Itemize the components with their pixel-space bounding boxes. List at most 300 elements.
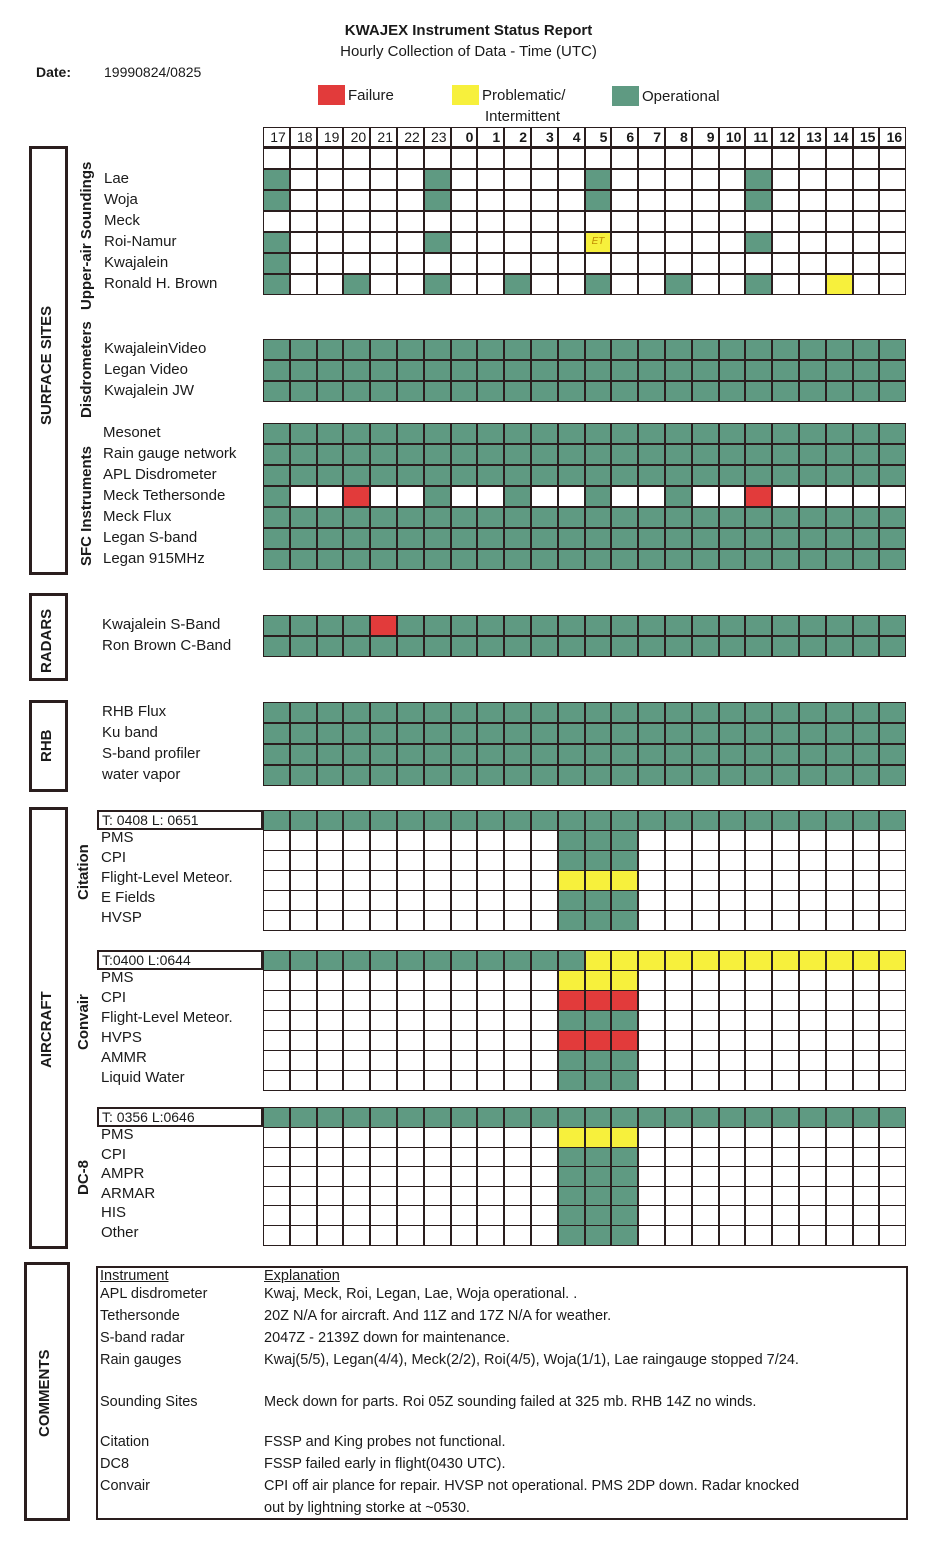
status-cell bbox=[531, 870, 558, 891]
status-cell bbox=[772, 444, 799, 465]
status-cell bbox=[719, 830, 746, 851]
status-cell bbox=[290, 1147, 317, 1168]
status-cell bbox=[531, 1166, 558, 1187]
status-cell bbox=[343, 211, 370, 232]
status-cell bbox=[504, 232, 531, 253]
status-cell bbox=[397, 615, 424, 636]
status-cell bbox=[745, 870, 772, 891]
status-cell bbox=[451, 702, 478, 723]
status-cell bbox=[585, 339, 612, 360]
status-cell bbox=[745, 830, 772, 851]
status-cell bbox=[772, 1186, 799, 1207]
comment-explanation: FSSP and King probes not functional. bbox=[264, 1434, 506, 1450]
status-cell bbox=[477, 190, 504, 211]
status-cell bbox=[451, 830, 478, 851]
comments-instrument-header: Instrument bbox=[100, 1268, 169, 1284]
status-cell bbox=[263, 444, 290, 465]
status-cell bbox=[397, 723, 424, 744]
status-cell bbox=[317, 232, 344, 253]
status-cell bbox=[370, 549, 397, 570]
status-cell bbox=[772, 702, 799, 723]
status-cell bbox=[477, 636, 504, 657]
status-cell bbox=[638, 1225, 665, 1246]
status-cell bbox=[585, 744, 612, 765]
status-cell bbox=[451, 190, 478, 211]
status-cell bbox=[611, 381, 638, 402]
status-cell bbox=[799, 990, 826, 1011]
status-cell bbox=[370, 870, 397, 891]
status-cell bbox=[879, 950, 906, 971]
status-cell bbox=[665, 636, 692, 657]
status-cell bbox=[826, 702, 853, 723]
status-cell bbox=[370, 381, 397, 402]
status-cell bbox=[772, 211, 799, 232]
status-cell bbox=[719, 1010, 746, 1031]
row-label-dc-8-pms: PMS bbox=[101, 1126, 134, 1143]
status-cell bbox=[451, 528, 478, 549]
status-cell bbox=[853, 211, 880, 232]
status-cell bbox=[370, 360, 397, 381]
status-cell bbox=[424, 702, 451, 723]
status-cell bbox=[558, 360, 585, 381]
status-cell bbox=[585, 507, 612, 528]
status-cell bbox=[424, 1225, 451, 1246]
status-cell bbox=[343, 253, 370, 274]
status-cell bbox=[317, 890, 344, 911]
status-cell bbox=[424, 910, 451, 931]
status-cell bbox=[692, 950, 719, 971]
status-cell bbox=[290, 970, 317, 991]
row-label-dc-8-his: HIS bbox=[101, 1204, 127, 1221]
status-cell bbox=[451, 1050, 478, 1071]
status-cell bbox=[638, 636, 665, 657]
status-cell bbox=[719, 1030, 746, 1051]
status-cell bbox=[477, 723, 504, 744]
status-cell bbox=[397, 636, 424, 657]
status-cell bbox=[772, 765, 799, 786]
row-label-mesonet: Mesonet bbox=[103, 424, 161, 441]
status-cell bbox=[558, 1127, 585, 1148]
status-cell bbox=[826, 423, 853, 444]
status-cell bbox=[263, 830, 290, 851]
status-cell bbox=[504, 190, 531, 211]
status-cell bbox=[879, 528, 906, 549]
status-cell bbox=[370, 950, 397, 971]
status-cell bbox=[343, 381, 370, 402]
status-cell bbox=[290, 1050, 317, 1071]
status-cell bbox=[879, 850, 906, 871]
status-cell bbox=[611, 549, 638, 570]
status-cell bbox=[772, 890, 799, 911]
status-cell bbox=[290, 950, 317, 971]
status-cell bbox=[745, 990, 772, 1011]
status-cell bbox=[370, 148, 397, 169]
status-cell bbox=[317, 1166, 344, 1187]
status-cell bbox=[853, 723, 880, 744]
status-cell bbox=[451, 360, 478, 381]
status-cell bbox=[504, 765, 531, 786]
status-cell bbox=[692, 528, 719, 549]
status-cell bbox=[745, 1147, 772, 1168]
status-cell bbox=[665, 990, 692, 1011]
status-cell bbox=[531, 274, 558, 295]
status-cell bbox=[826, 1186, 853, 1207]
status-cell bbox=[719, 444, 746, 465]
status-cell bbox=[424, 1147, 451, 1168]
status-cell bbox=[826, 910, 853, 931]
status-cell bbox=[853, 253, 880, 274]
status-cell bbox=[692, 1205, 719, 1226]
status-cell bbox=[611, 1127, 638, 1148]
status-cell bbox=[692, 1166, 719, 1187]
status-cell bbox=[745, 190, 772, 211]
status-cell bbox=[692, 636, 719, 657]
status-cell bbox=[853, 870, 880, 891]
status-cell bbox=[745, 970, 772, 991]
status-cell bbox=[879, 810, 906, 831]
status-cell bbox=[263, 765, 290, 786]
status-cell bbox=[290, 232, 317, 253]
status-cell bbox=[799, 950, 826, 971]
status-cell bbox=[317, 360, 344, 381]
status-cell bbox=[531, 1127, 558, 1148]
status-cell bbox=[638, 381, 665, 402]
status-cell bbox=[504, 744, 531, 765]
status-cell bbox=[853, 890, 880, 911]
row-label-dc-8-armar: ARMAR bbox=[101, 1184, 156, 1202]
status-cell bbox=[611, 990, 638, 1011]
status-cell bbox=[826, 360, 853, 381]
status-cell bbox=[719, 423, 746, 444]
status-cell bbox=[531, 1225, 558, 1246]
status-cell bbox=[424, 253, 451, 274]
status-cell bbox=[343, 970, 370, 991]
citation-label: Citation bbox=[75, 844, 92, 900]
status-cell bbox=[451, 1107, 478, 1128]
status-cell bbox=[745, 507, 772, 528]
status-cell bbox=[799, 1205, 826, 1226]
status-cell bbox=[826, 850, 853, 871]
status-cell bbox=[638, 444, 665, 465]
status-cell bbox=[692, 615, 719, 636]
status-cell bbox=[719, 1186, 746, 1207]
status-cell bbox=[611, 950, 638, 971]
hour-header-cell: 14 bbox=[826, 127, 853, 148]
status-cell bbox=[772, 1107, 799, 1128]
status-cell bbox=[290, 1010, 317, 1031]
status-cell bbox=[504, 423, 531, 444]
status-cell bbox=[799, 360, 826, 381]
status-cell bbox=[531, 702, 558, 723]
hour-header-cell: 18 bbox=[290, 127, 317, 148]
status-cell bbox=[504, 486, 531, 507]
row-label-kwajaleinvideo: KwajaleinVideo bbox=[104, 340, 207, 357]
status-cell bbox=[531, 1010, 558, 1031]
status-cell bbox=[772, 274, 799, 295]
status-cell bbox=[451, 169, 478, 190]
status-cell bbox=[853, 765, 880, 786]
status-cell bbox=[370, 765, 397, 786]
legend-operational-label: Operational bbox=[642, 88, 720, 105]
status-cell bbox=[317, 528, 344, 549]
status-cell bbox=[343, 744, 370, 765]
status-cell bbox=[719, 744, 746, 765]
status-cell bbox=[290, 702, 317, 723]
status-cell bbox=[853, 1205, 880, 1226]
status-cell bbox=[317, 723, 344, 744]
status-cell bbox=[317, 1030, 344, 1051]
status-cell bbox=[638, 1147, 665, 1168]
status-cell bbox=[853, 1010, 880, 1031]
status-cell bbox=[558, 274, 585, 295]
status-cell bbox=[585, 890, 612, 911]
status-cell bbox=[692, 1010, 719, 1031]
status-cell bbox=[638, 810, 665, 831]
row-label-meck-tethersonde: Meck Tethersonde bbox=[103, 487, 226, 504]
row-label-kwajalein-s-band: Kwajalein S-Band bbox=[102, 616, 221, 633]
status-cell bbox=[397, 1010, 424, 1031]
status-cell bbox=[585, 528, 612, 549]
status-cell bbox=[424, 810, 451, 831]
status-cell bbox=[317, 169, 344, 190]
status-cell bbox=[451, 148, 478, 169]
status-cell bbox=[772, 1070, 799, 1091]
status-cell bbox=[611, 636, 638, 657]
status-cell bbox=[263, 465, 290, 486]
status-cell bbox=[477, 549, 504, 570]
status-cell bbox=[531, 169, 558, 190]
hour-header-cell: 7 bbox=[638, 127, 665, 148]
status-cell bbox=[343, 1050, 370, 1071]
status-cell bbox=[665, 830, 692, 851]
hour-header-cell: 2 bbox=[504, 127, 531, 148]
status-cell bbox=[397, 850, 424, 871]
status-cell bbox=[611, 148, 638, 169]
status-cell bbox=[531, 423, 558, 444]
status-cell bbox=[585, 486, 612, 507]
status-cell bbox=[451, 465, 478, 486]
status-cell bbox=[611, 910, 638, 931]
status-cell bbox=[424, 1107, 451, 1128]
status-cell bbox=[451, 970, 478, 991]
status-cell bbox=[343, 890, 370, 911]
status-cell bbox=[585, 1166, 612, 1187]
status-cell bbox=[477, 381, 504, 402]
status-cell bbox=[424, 444, 451, 465]
status-cell bbox=[719, 528, 746, 549]
status-cell bbox=[611, 1186, 638, 1207]
status-cell bbox=[772, 1205, 799, 1226]
status-cell bbox=[370, 744, 397, 765]
status-cell bbox=[504, 360, 531, 381]
status-cell bbox=[611, 486, 638, 507]
hour-header-cell: 16 bbox=[879, 127, 906, 148]
status-cell bbox=[263, 744, 290, 765]
status-cell bbox=[745, 890, 772, 911]
status-cell bbox=[263, 274, 290, 295]
status-cell bbox=[343, 1107, 370, 1128]
status-cell bbox=[397, 1225, 424, 1246]
status-cell bbox=[397, 169, 424, 190]
status-cell bbox=[879, 970, 906, 991]
status-cell bbox=[424, 423, 451, 444]
status-cell bbox=[745, 636, 772, 657]
status-cell bbox=[879, 1107, 906, 1128]
status-cell bbox=[638, 549, 665, 570]
status-cell bbox=[531, 465, 558, 486]
status-cell bbox=[826, 549, 853, 570]
status-cell bbox=[397, 465, 424, 486]
status-cell bbox=[504, 169, 531, 190]
status-cell bbox=[290, 636, 317, 657]
status-cell bbox=[665, 507, 692, 528]
status-cell bbox=[826, 507, 853, 528]
status-cell bbox=[558, 850, 585, 871]
status-cell bbox=[585, 850, 612, 871]
status-cell bbox=[370, 1030, 397, 1051]
status-cell bbox=[558, 444, 585, 465]
status-cell bbox=[451, 765, 478, 786]
status-cell bbox=[826, 339, 853, 360]
status-cell bbox=[504, 339, 531, 360]
status-cell bbox=[317, 444, 344, 465]
status-cell bbox=[451, 850, 478, 871]
status-cell bbox=[611, 253, 638, 274]
status-cell bbox=[531, 990, 558, 1011]
status-cell bbox=[558, 507, 585, 528]
status-cell bbox=[424, 950, 451, 971]
status-cell bbox=[826, 1205, 853, 1226]
status-cell bbox=[451, 1186, 478, 1207]
status-cell bbox=[424, 870, 451, 891]
status-cell bbox=[853, 1107, 880, 1128]
row-label-s-band-profiler: S-band profiler bbox=[102, 745, 201, 762]
status-cell bbox=[719, 253, 746, 274]
status-cell bbox=[719, 1225, 746, 1246]
status-cell bbox=[879, 148, 906, 169]
status-cell bbox=[826, 990, 853, 1011]
status-cell bbox=[424, 1186, 451, 1207]
status-cell bbox=[772, 507, 799, 528]
status-cell bbox=[370, 1225, 397, 1246]
status-cell bbox=[477, 423, 504, 444]
status-cell bbox=[665, 381, 692, 402]
status-cell bbox=[290, 1225, 317, 1246]
status-cell bbox=[826, 253, 853, 274]
status-cell bbox=[370, 910, 397, 931]
hour-header-cell: 15 bbox=[853, 127, 880, 148]
status-cell bbox=[799, 274, 826, 295]
status-cell bbox=[692, 211, 719, 232]
status-cell bbox=[558, 810, 585, 831]
comments-explanation-header: Explanation bbox=[264, 1268, 340, 1284]
status-cell bbox=[638, 190, 665, 211]
status-cell bbox=[826, 890, 853, 911]
status-cell bbox=[263, 190, 290, 211]
status-cell bbox=[424, 148, 451, 169]
status-cell bbox=[585, 190, 612, 211]
status-cell bbox=[745, 253, 772, 274]
status-cell bbox=[424, 990, 451, 1011]
status-cell bbox=[799, 615, 826, 636]
status-cell bbox=[451, 444, 478, 465]
status-cell bbox=[772, 1225, 799, 1246]
status-cell bbox=[719, 465, 746, 486]
status-cell bbox=[719, 1147, 746, 1168]
status-cell bbox=[317, 765, 344, 786]
status-cell bbox=[799, 1166, 826, 1187]
status-cell bbox=[370, 339, 397, 360]
status-cell bbox=[745, 615, 772, 636]
status-cell bbox=[826, 274, 853, 295]
status-cell bbox=[826, 765, 853, 786]
status-cell bbox=[317, 1127, 344, 1148]
status-cell bbox=[665, 360, 692, 381]
status-cell bbox=[477, 211, 504, 232]
hour-header-cell: 20 bbox=[343, 127, 370, 148]
dc8-label: DC-8 bbox=[75, 1159, 92, 1195]
status-cell bbox=[290, 190, 317, 211]
status-cell bbox=[531, 723, 558, 744]
status-cell bbox=[772, 1010, 799, 1031]
status-cell bbox=[263, 1147, 290, 1168]
status-cell bbox=[558, 381, 585, 402]
status-cell bbox=[370, 1166, 397, 1187]
status-cell bbox=[370, 1127, 397, 1148]
hour-header-cell: 17 bbox=[263, 127, 290, 148]
status-cell bbox=[745, 744, 772, 765]
status-cell bbox=[317, 950, 344, 971]
status-cell bbox=[504, 1166, 531, 1187]
report-title: KWAJEX Instrument Status Report bbox=[344, 22, 593, 39]
status-cell bbox=[772, 950, 799, 971]
status-cell bbox=[263, 1107, 290, 1128]
flight-times-dc-8: T: 0356 L:0646 bbox=[97, 1107, 263, 1127]
status-cell bbox=[558, 211, 585, 232]
status-cell bbox=[799, 465, 826, 486]
status-cell bbox=[290, 744, 317, 765]
status-cell bbox=[772, 423, 799, 444]
status-cell bbox=[585, 1127, 612, 1148]
status-cell bbox=[504, 723, 531, 744]
status-cell bbox=[638, 1186, 665, 1207]
status-cell bbox=[853, 1050, 880, 1071]
status-cell bbox=[826, 148, 853, 169]
status-cell bbox=[585, 990, 612, 1011]
status-cell bbox=[719, 990, 746, 1011]
status-cell bbox=[772, 253, 799, 274]
status-cell bbox=[343, 765, 370, 786]
flight-times-citation: T: 0408 L: 0651 bbox=[97, 810, 263, 830]
status-cell bbox=[772, 148, 799, 169]
status-cell bbox=[638, 1107, 665, 1128]
status-cell bbox=[585, 1070, 612, 1091]
status-cell bbox=[879, 423, 906, 444]
status-cell bbox=[719, 381, 746, 402]
status-cell bbox=[611, 169, 638, 190]
status-cell bbox=[638, 148, 665, 169]
status-cell bbox=[343, 339, 370, 360]
status-cell bbox=[879, 765, 906, 786]
status-cell bbox=[290, 528, 317, 549]
status-cell bbox=[879, 615, 906, 636]
status-cell bbox=[290, 1107, 317, 1128]
status-cell bbox=[879, 1166, 906, 1187]
status-cell bbox=[317, 507, 344, 528]
status-cell bbox=[585, 970, 612, 991]
status-cell bbox=[343, 1166, 370, 1187]
status-cell bbox=[665, 1050, 692, 1071]
